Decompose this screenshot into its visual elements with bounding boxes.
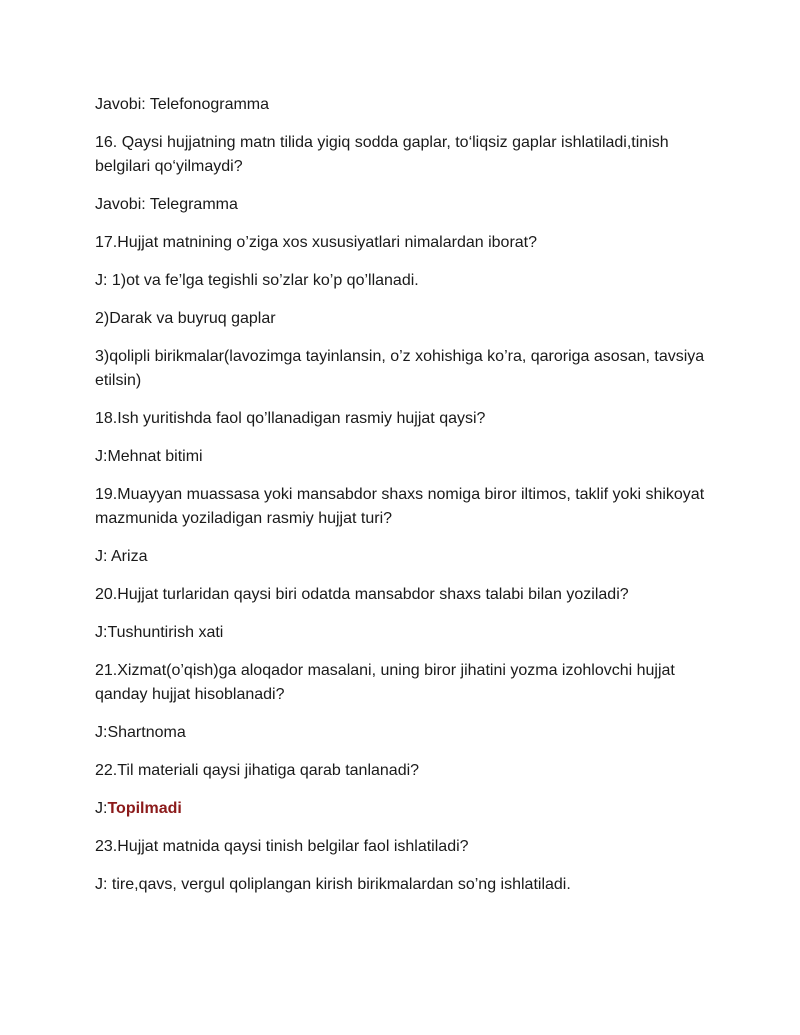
- answer-23: J: tire,qavs, vergul qoliplangan kirish birikmalardan so’ng ishlatiladi.: [95, 876, 571, 893]
- answer-20: J:Tushuntirish xati: [95, 624, 224, 641]
- answer-21: J:Shartnoma: [95, 724, 186, 741]
- answer-17-item-3: 3)qolipli birikmalar(lavozimga tayinlansin, o’z xohishiga ko’ra, qaroriga asosan, tavsiya etilsin): [95, 348, 705, 389]
- answer-15: Javobi: Telefonogramma: [95, 96, 270, 113]
- question-21: 21.Xizmat(o’qish)ga aloqador masalani, uning biror jihatini yozma izohlovchi hujjat qanday hujjat hisoblanadi?: [95, 662, 675, 703]
- answer-22-value: Topilmadi: [107, 800, 182, 817]
- question-17: 17.Hujjat matnining o’ziga xos xususiyatlari nimalardan iborat?: [95, 234, 538, 251]
- document-page: [95, 93, 715, 911]
- question-20: 20.Hujjat turlaridan qaysi biri odatda mansabdor shaxs talabi bilan yoziladi?: [95, 586, 629, 603]
- answer-17-item-2: 2)Darak va buyruq gaplar: [95, 310, 276, 327]
- question-19: 19.Muayyan muassasa yoki mansabdor shaxs nomiga biror iltimos, taklif yoki shikoyat mazmunida yoziladigan rasmiy hujjat turi?: [95, 486, 705, 527]
- question-18: 18.Ish yuritishda faol qo’llanadigan rasmiy hujjat qaysi?: [95, 410, 486, 427]
- question-22: 22.Til materiali qaysi jihatiga qarab tanlanadi?: [95, 762, 420, 779]
- answer-18: J:Mehnat bitimi: [95, 448, 203, 465]
- answer-17-item-1: J: 1)ot va fe’lga tegishli so’zlar ko’p qo’llanadi.: [95, 272, 419, 289]
- answer-19: J: Ariza: [95, 548, 148, 565]
- question-23: 23.Hujjat matnida qaysi tinish belgilar faol ishlatiladi?: [95, 838, 469, 855]
- answer-22-prefix: J:: [95, 800, 108, 817]
- answer-22: [95, 797, 715, 821]
- question-16: 16. Qaysi hujjatning matn tilida yigiq sodda gaplar, to‘liqsiz gaplar ishlatiladi,tinish belgilari qo‘yilmaydi?: [95, 134, 669, 175]
- answer-16: Javobi: Telegramma: [95, 196, 238, 213]
